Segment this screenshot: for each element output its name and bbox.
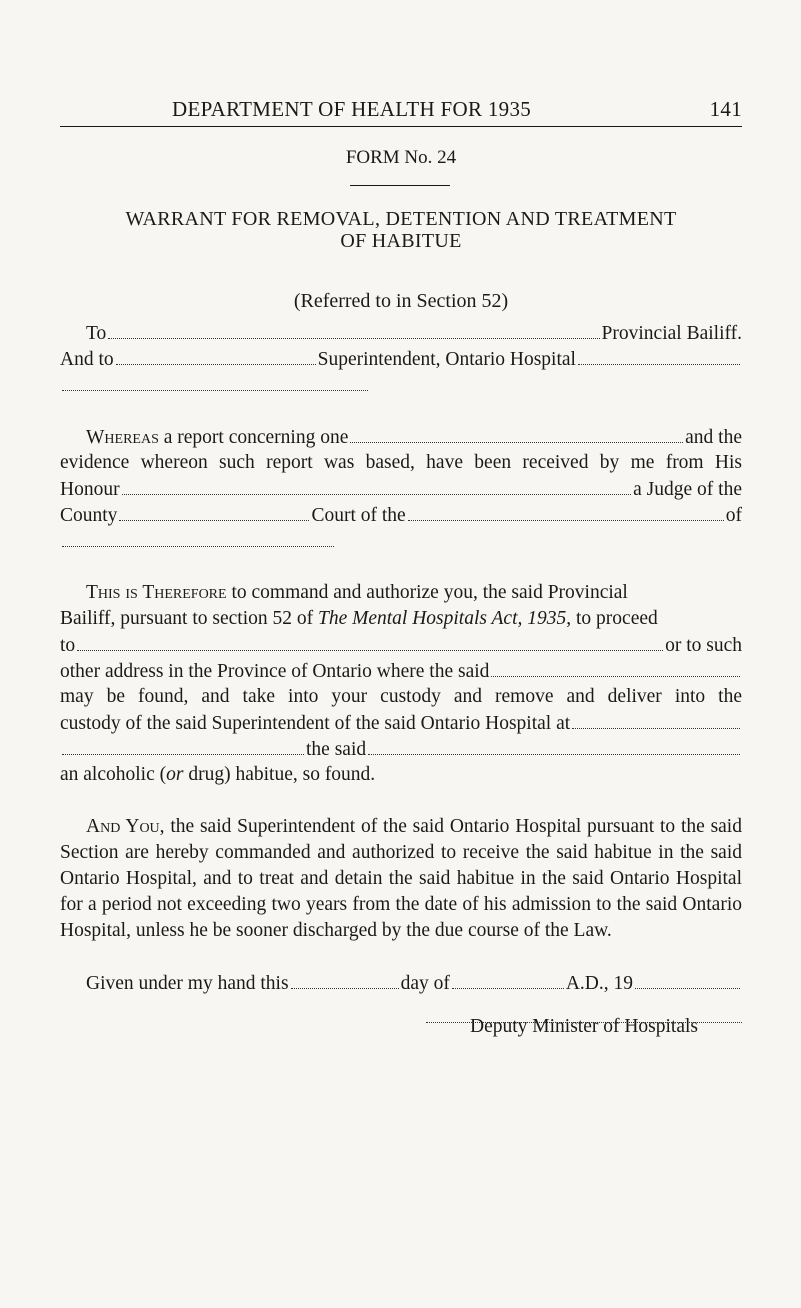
and-you-lead: And You [86,816,160,837]
to-suffix: Provincial Bailiff. [601,323,742,344]
and-to-middle: Superintendent, Ontario Hospital [317,349,576,370]
whereas-line-5 [60,528,742,554]
therefore-line-4: other address in the Province of Ontario where the said [60,658,742,684]
and-to-prefix: And to [60,349,114,370]
act-title: The Mental Hospitals Act, 1935 [317,608,567,629]
page-number: 141 [709,97,742,121]
report-subject-blank[interactable] [350,424,683,443]
to-line [60,320,742,346]
and-you-paragraph: And You, the said Superintendent of the said Ontario Hospital pursuant to the said Section are hereby commanded and authorized to receive the said habitue in the said Ontario Hospital, and to treat and detain the said habitue in the said Ontario Hospital for a period not exceeding two years from the date of his admission to the said Ontario Hospital, unless he be sooner discharged by the due course of the Law. [60,816,742,941]
whereas-line-4: County Court of the of [60,502,742,528]
therefore-line-5: may be found, and take into your custody and remove and deliver into the [60,686,742,707]
address-extra-blank[interactable] [62,372,368,391]
whereas-extra-blank[interactable] [62,528,334,547]
header-rule [60,126,742,127]
warrant-title-line-1: WARRANT FOR REMOVAL, DETENTION AND TREATMENT [125,208,677,230]
court-blank[interactable] [408,502,724,521]
whereas-line-2: evidence whereon such report was based, have been received by me from His [60,452,742,473]
to-blank[interactable] [108,320,599,339]
signature-label: Deputy Minister of Hospitals [469,1016,699,1037]
running-title: DEPARTMENT OF HEALTH FOR 1935 [172,97,532,121]
and-to-line [60,346,742,372]
and-to-blank[interactable] [116,346,316,365]
whereas-lead: Whereas [86,427,159,448]
month-blank[interactable] [452,970,564,989]
year-blank[interactable] [635,970,740,989]
hospital-location-blank[interactable] [572,710,740,729]
said-name-blank[interactable] [368,736,740,755]
address-extra-line [60,372,742,398]
and-to-hospital-blank[interactable] [578,346,740,365]
whereas-line-3: Honour a Judge of the [60,476,742,502]
title-divider [350,185,450,186]
county-blank[interactable] [119,502,309,521]
running-head [60,97,742,127]
referred-note: (Referred to in Section 52) [293,290,509,312]
whereas-line-1: Whereas a report concerning one and the [60,424,742,450]
location-continued-blank[interactable] [62,736,304,755]
form-number: FORM No. 24 [345,147,457,168]
honour-blank[interactable] [122,476,632,495]
therefore-line-7: the said [60,736,742,762]
habitue-name-blank[interactable] [491,658,740,677]
day-blank[interactable] [291,970,399,989]
therefore-line-6: custody of the said Superintendent of the said Ontario Hospital at [60,710,742,736]
given-line: Given under my hand this day of A.D., 19 [60,970,742,996]
therefore-line-3: to or to such [60,632,742,658]
destination-blank[interactable] [77,632,663,651]
document-page [60,0,742,1308]
warrant-title [60,208,742,252]
therefore-line-1: This is Therefore to command and authorize you, the said Provincial [60,580,742,606]
warrant-title-line-2: OF HABITUE [340,230,462,252]
therefore-line-8: an alcoholic ( or drug) habitue, so found. [60,764,376,785]
therefore-line-2: Bailiff, pursuant to section 52 of The Mental Hospitals Act, 1935 , to proceed [60,606,742,632]
therefore-lead: This is Therefore [86,582,227,603]
to-prefix: To [86,323,107,344]
